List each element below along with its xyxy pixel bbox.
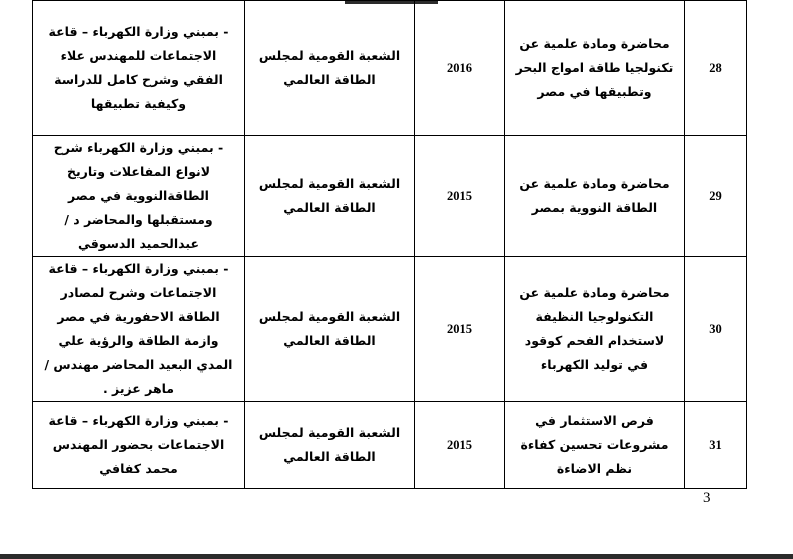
activity-title: محاضرة ومادة علمية عن الطاقة النووية بمصر: [505, 136, 685, 257]
activity-year: 2016: [415, 1, 505, 136]
activities-table: [32, 0, 747, 489]
table-row: [33, 1, 747, 136]
activity-title: محاضرة ومادة علمية عن التكنولوجيا النظيفة لاستخدام الفحم كوقود في توليد الكهرباء: [505, 257, 685, 402]
activity-description: - بمبني وزارة الكهرباء – قاعة الاجتماعات وشرح لمصادر الطاقة الاحفورية في مصر وازمة الطاقة والرؤية علي المدي البعيد المحاضر مهندس / ماهر عزيز .: [33, 257, 245, 402]
activity-description: - بمبني وزارة الكهرباء شرح لانواع المفاعلات وتاريخ الطاقةالنووية في مصر ومستقبلها والمحاضر د / عبدالحميد الدسوقي: [33, 136, 245, 257]
organization: الشعبة القومية لمجلس الطاقة العالمي: [245, 136, 415, 257]
activity-description: - بمبني وزارة الكهرباء – قاعة الاجتماعات للمهندس علاء الفقي وشرح كامل للدراسة وكيفية تطبيقها: [33, 1, 245, 136]
row-number: 29: [685, 136, 747, 257]
activity-title: فرص الاستثمار في مشروعات تحسين كفاءة نظم الاضاءة: [505, 402, 685, 489]
activity-title: محاضرة ومادة علمية عن تكنولجيا طاقة امواج البحر وتطبيقها في مصر: [505, 1, 685, 136]
row-number: 28: [685, 1, 747, 136]
organization: الشعبة القومية لمجلس الطاقة العالمي: [245, 257, 415, 402]
row-number: 31: [685, 402, 747, 489]
table-row: [33, 257, 747, 402]
activity-description: - بمبني وزارة الكهرباء – قاعة الاجتماعات بحضور المهندس محمد كفافي: [33, 402, 245, 489]
row-number: 30: [685, 257, 747, 402]
organization: الشعبة القومية لمجلس الطاقة العالمي: [245, 1, 415, 136]
activity-year: 2015: [415, 257, 505, 402]
table-row: [33, 136, 747, 257]
page-number: 3: [703, 490, 711, 506]
activity-year: 2015: [415, 136, 505, 257]
activity-year: 2015: [415, 402, 505, 489]
bottom-edge-bar: [0, 554, 793, 559]
organization: الشعبة القومية لمجلس الطاقة العالمي: [245, 402, 415, 489]
table-row: [33, 402, 747, 489]
